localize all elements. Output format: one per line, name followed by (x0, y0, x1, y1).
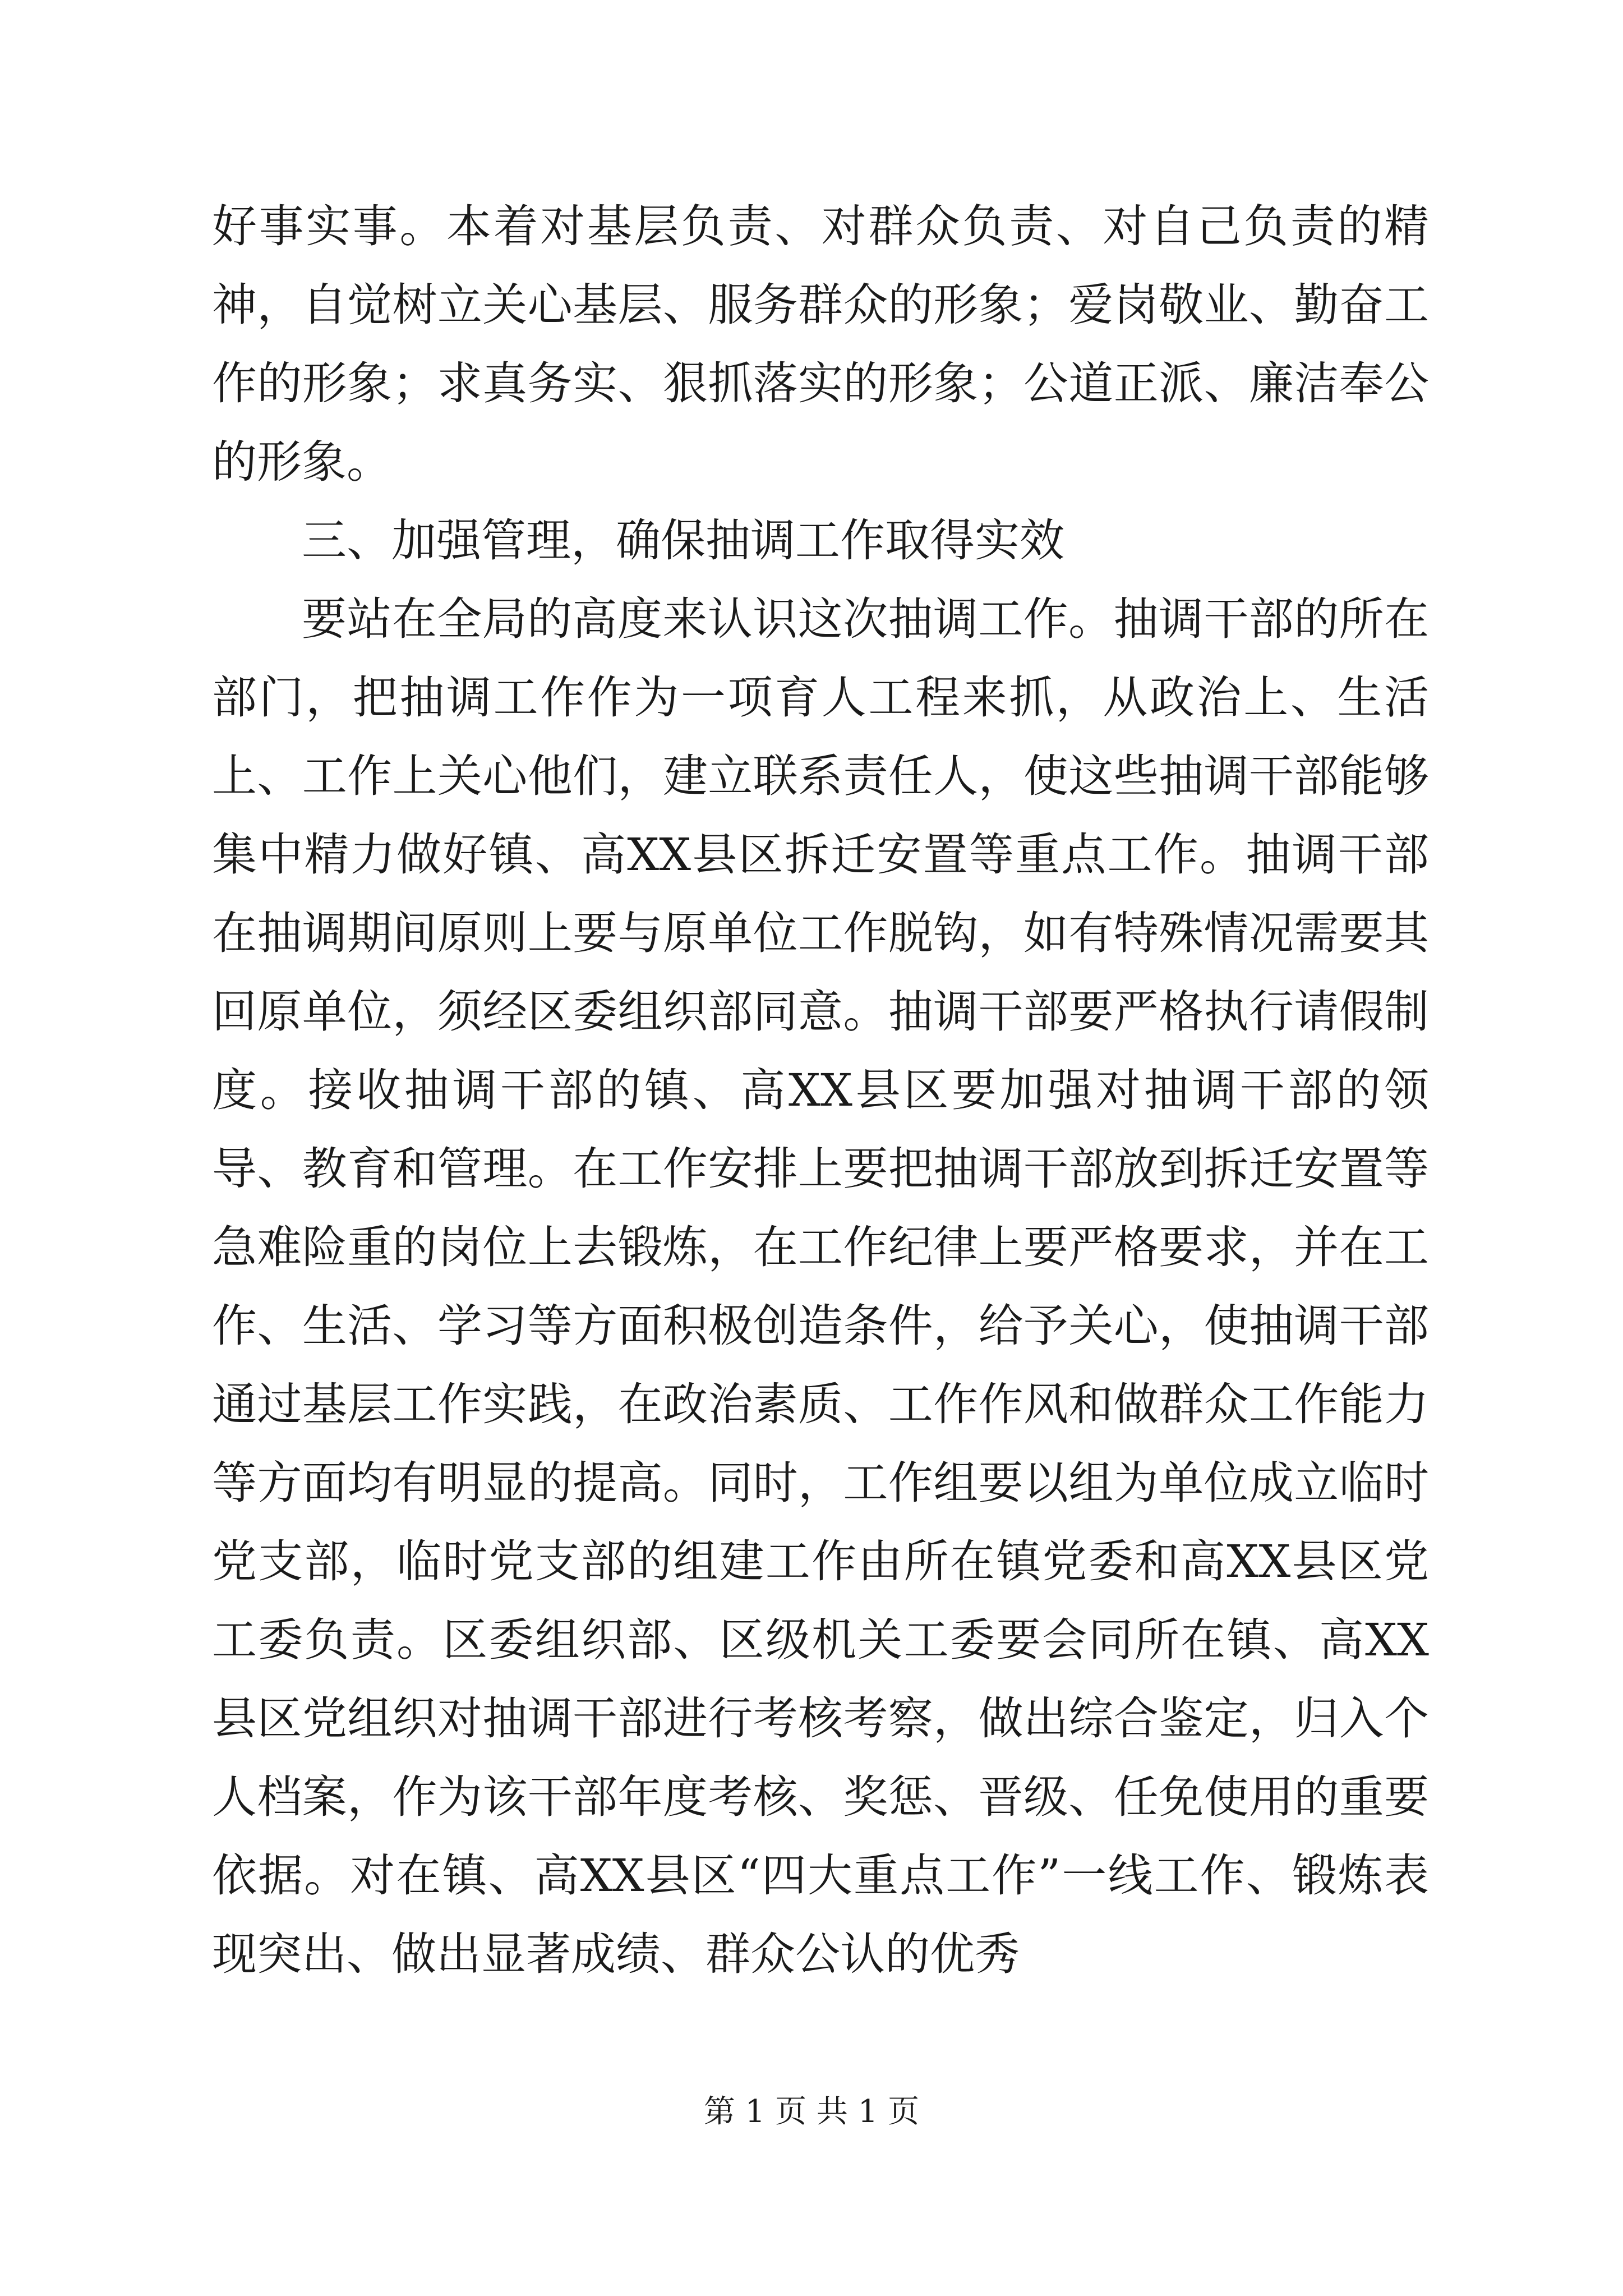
paragraph-1: 好事实事。本着对基层负责、对群众负责、对自己负责的精神，自觉树立关心基层、服务群众的形象；爱岗敬业、勤奋工作的形象；求真务实、狠抓落实的形象；公道正派、廉洁奉公的形象。 (212, 200, 1429, 488)
paragraph-3: 要站在全局的高度来认识这次抽调工作。抽调干部的所在部门，把抽调工作作为一项育人工程来抓，从政治上、生活上、工作上关心他们，建立联系责任人，使这些抽调干部能够集中精力做好镇、高XX县区拆迁安置等重点工作。抽调干部在抽调期间原则上要与原单位工作脱钩，如有特殊情况需要其回原单位，须经区委组织部同意。抽调干部要严格执行请假制度。接收抽调干部的镇、高XX县区要加强对抽调干部的领导、教育和管理。在工作安排上要把抽调干部放到拆迁安置等急难险重的岗位上去锻炼，在工作纪律上要严格要求，并在工作、生活、学习等方面积极创造条件，给予关心，使抽调干部通过基层工作实践，在政治素质、工作作风和做群众工作能力等方面均有明显的提高。同时，工作组要以组为单位成立临时党支部，临时党支部的组建工作由所在镇党委和高XX县区党工委负责。区委组织部、区级机关工委要会同所在镇、高XX县区党组织对抽调干部进行考核考察，做出综合鉴定，归入个人档案，作为该干部年度考核、奖惩、晋级、任免使用的重要依据。对在镇、高XX县区“四大重点工作”一线工作、锻炼表现突出、做出显著成绩、群众公认的优秀 (212, 593, 1429, 1980)
section-heading: 三、加强管理，确保抽调工作取得实效 (302, 514, 1064, 567)
page-footer: 第 1 页 共 1 页 (703, 2093, 920, 2130)
document-body (212, 187, 1429, 1994)
